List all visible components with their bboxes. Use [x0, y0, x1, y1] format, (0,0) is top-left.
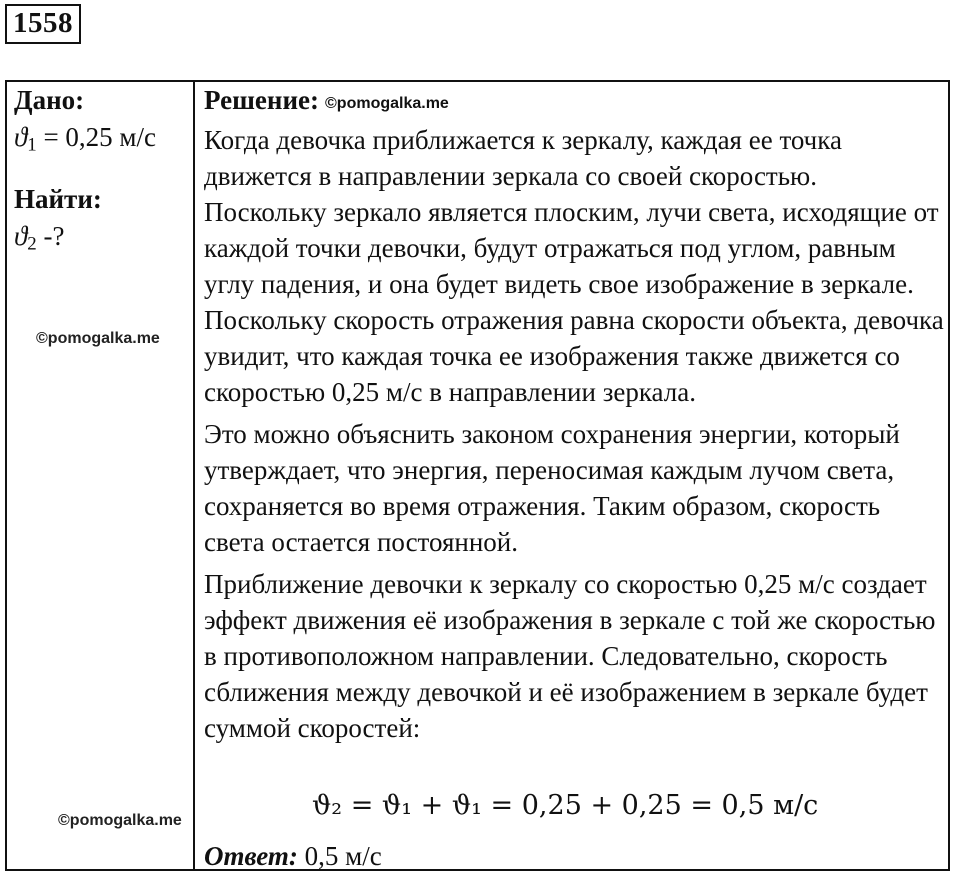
- answer-line: [204, 838, 382, 874]
- given-subscript: 1: [27, 134, 37, 156]
- find-suffix: -?: [43, 221, 65, 251]
- find-target: [14, 218, 192, 255]
- answer-label: Ответ:: [204, 841, 298, 871]
- formula-lhs: ϑ₂: [312, 790, 343, 821]
- given-condition: [14, 119, 192, 156]
- column-divider: [193, 80, 195, 871]
- solution-paragraph-3: Приближение девочки к зеркалу со скоростью 0,25 м/с создает эффект движения её изображения в зеркале с той же скоростью в противоположном направлении. Следовательно, скорость сближения между девочкой и её изображением в зеркале будет суммой скоростей:: [204, 569, 936, 743]
- find-subscript: 2: [27, 233, 37, 255]
- given-symbol: ϑ: [14, 122, 28, 152]
- watermark-heading: ©pomogalka.me: [325, 95, 449, 112]
- solution-paragraph-2: Это можно объяснить законом сохранения энергии, который утверждает, что энергия, переносимая каждым лучом света, сохраняется во время отражения. Таким образом, скорость света остается постоянной.: [204, 419, 900, 557]
- given-heading: Дано:: [14, 85, 85, 115]
- given-column: [14, 82, 192, 255]
- answer-value: 0,5 м/с: [304, 841, 382, 871]
- solution-heading: Решение:: [204, 85, 319, 115]
- solution-column: [204, 82, 944, 752]
- given-value: = 0,25 м/с: [43, 122, 157, 152]
- find-heading: Найти:: [14, 184, 102, 214]
- watermark-bottom: ©pomogalka.me: [58, 812, 182, 829]
- solution-paragraph-1: Когда девочка приближается к зеркалу, каждая ее точка движется в направлении зеркала со своей скоростью. Поскольку зеркало является плоским, лучи света, исходящие от каждой точки девочки, будут отражаться под углом, равным углу падения, и она будет видеть свое изображение в зеркале. Поскольку скорость отражения равна скорости объекта, девочка увидит, что каждая точка ее изображения также движется со скоростью 0,25 м/с в направлении зеркала.: [204, 125, 944, 407]
- find-symbol: ϑ: [14, 221, 28, 251]
- watermark-left: ©pomogalka.me: [36, 330, 160, 347]
- solution-heading-row: [204, 82, 944, 122]
- formula-rhs: = ϑ₁ + ϑ₁ = 0,25 + 0,25 = 0,5 м/с: [350, 790, 819, 821]
- velocity-formula: [312, 790, 818, 821]
- problem-number: 1558: [5, 4, 81, 44]
